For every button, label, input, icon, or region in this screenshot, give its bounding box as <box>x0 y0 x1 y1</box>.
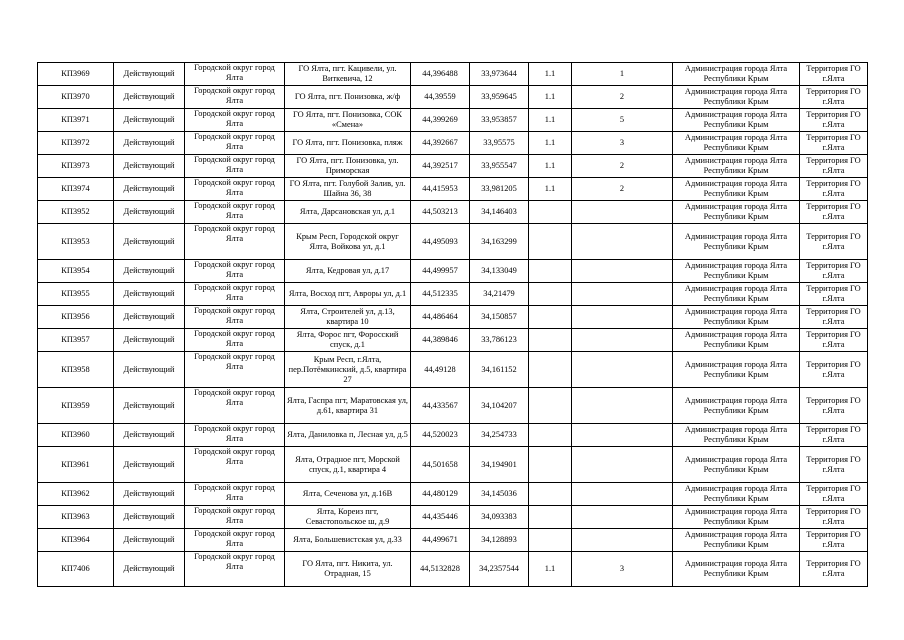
site-code-cell: КП3955 <box>38 283 114 306</box>
longitude-cell: 34,150857 <box>470 306 529 329</box>
status-cell: Действующий <box>114 86 185 109</box>
administration-cell: Администрация города Ялта Республики Крым <box>673 132 800 155</box>
status-cell: Действующий <box>114 506 185 529</box>
address-cell: Ялта, Дарсановская ул, д.1 <box>285 201 411 224</box>
organization-cell: Городской округ город Ялта <box>185 388 285 424</box>
status-cell: Действующий <box>114 178 185 201</box>
longitude-cell: 34,21479 <box>470 283 529 306</box>
category-cell <box>529 506 572 529</box>
territory-cell: Территория ГО г.Ялта <box>800 529 868 552</box>
administration-cell: Администрация города Ялта Республики Крым <box>673 424 800 447</box>
address-cell: Ялта, Строителей ул, д.13, квартира 10 <box>285 306 411 329</box>
site-code-cell: КП3956 <box>38 306 114 329</box>
container-count-cell <box>572 388 673 424</box>
site-code-cell: КП3959 <box>38 388 114 424</box>
registry-table <box>37 62 868 587</box>
site-code-cell: КП3971 <box>38 109 114 132</box>
administration-cell: Администрация города Ялта Республики Крым <box>673 483 800 506</box>
table-row <box>38 63 868 86</box>
container-count-cell <box>572 283 673 306</box>
address-cell: ГО Ялта, пгт. Голубой Залив, ул. Шайна 36, 38 <box>285 178 411 201</box>
latitude-cell: 44,392667 <box>411 132 470 155</box>
table-body <box>38 63 868 587</box>
category-cell: 1.1 <box>529 552 572 587</box>
address-cell: ГО Ялта, пгт. Никита, ул. Отрадная, 15 <box>285 552 411 587</box>
status-cell: Действующий <box>114 155 185 178</box>
territory-cell: Территория ГО г.Ялта <box>800 506 868 529</box>
territory-cell: Территория ГО г.Ялта <box>800 201 868 224</box>
table-row <box>38 329 868 352</box>
territory-cell: Территория ГО г.Ялта <box>800 447 868 483</box>
address-cell: Ялта, Большевистская ул, д.33 <box>285 529 411 552</box>
longitude-cell: 34,254733 <box>470 424 529 447</box>
table-row <box>38 283 868 306</box>
latitude-cell: 44,396488 <box>411 63 470 86</box>
latitude-cell: 44,49128 <box>411 352 470 388</box>
table-row <box>38 483 868 506</box>
latitude-cell: 44,433567 <box>411 388 470 424</box>
territory-cell: Территория ГО г.Ялта <box>800 224 868 260</box>
organization-cell: Городской округ город Ялта <box>185 529 285 552</box>
category-cell: 1.1 <box>529 132 572 155</box>
longitude-cell: 33,959645 <box>470 86 529 109</box>
table-row <box>38 388 868 424</box>
organization-cell: Городской округ город Ялта <box>185 86 285 109</box>
site-code-cell: КП3970 <box>38 86 114 109</box>
longitude-cell: 34,093383 <box>470 506 529 529</box>
container-count-cell <box>572 306 673 329</box>
site-code-cell: КП3962 <box>38 483 114 506</box>
latitude-cell: 44,389846 <box>411 329 470 352</box>
status-cell: Действующий <box>114 201 185 224</box>
administration-cell: Администрация города Ялта Республики Крым <box>673 283 800 306</box>
administration-cell: Администрация города Ялта Республики Крым <box>673 155 800 178</box>
site-code-cell: КП7406 <box>38 552 114 587</box>
table-row <box>38 306 868 329</box>
territory-cell: Территория ГО г.Ялта <box>800 352 868 388</box>
territory-cell: Территория ГО г.Ялта <box>800 178 868 201</box>
container-count-cell <box>572 506 673 529</box>
territory-cell: Территория ГО г.Ялта <box>800 424 868 447</box>
address-cell: Ялта, Кедровая ул, д.17 <box>285 260 411 283</box>
category-cell <box>529 483 572 506</box>
site-code-cell: КП3960 <box>38 424 114 447</box>
latitude-cell: 44,392517 <box>411 155 470 178</box>
container-count-cell <box>572 329 673 352</box>
status-cell: Действующий <box>114 329 185 352</box>
address-cell: ГО Ялта, пгт. Кацивели, ул. Виткевича, 12 <box>285 63 411 86</box>
category-cell: 1.1 <box>529 155 572 178</box>
latitude-cell: 44,499957 <box>411 260 470 283</box>
status-cell: Действующий <box>114 529 185 552</box>
container-count-cell: 5 <box>572 109 673 132</box>
table-row <box>38 109 868 132</box>
category-cell <box>529 352 572 388</box>
latitude-cell: 44,5132828 <box>411 552 470 587</box>
site-code-cell: КП3963 <box>38 506 114 529</box>
category-cell <box>529 529 572 552</box>
longitude-cell: 34,133049 <box>470 260 529 283</box>
administration-cell: Администрация города Ялта Республики Крым <box>673 178 800 201</box>
latitude-cell: 44,520023 <box>411 424 470 447</box>
container-count-cell <box>572 483 673 506</box>
latitude-cell: 44,415953 <box>411 178 470 201</box>
table-row <box>38 178 868 201</box>
table-row <box>38 529 868 552</box>
table-row <box>38 552 868 587</box>
address-cell: ГО Ялта, пгт. Понизовка, СОК «Смена» <box>285 109 411 132</box>
organization-cell: Городской округ город Ялта <box>185 552 285 587</box>
administration-cell: Администрация города Ялта Республики Крым <box>673 109 800 132</box>
table-row <box>38 352 868 388</box>
site-code-cell: КП3973 <box>38 155 114 178</box>
address-cell: ГО Ялта, пгт. Понизовка, ул. Приморская <box>285 155 411 178</box>
container-count-cell <box>572 352 673 388</box>
address-cell: Ялта, Гаспра пгт, Маратовская ул, д.61, квартира 31 <box>285 388 411 424</box>
address-cell: Крым Респ, г.Ялта, пер.Потёмкинский, д.5, квартира 27 <box>285 352 411 388</box>
longitude-cell: 33,953857 <box>470 109 529 132</box>
latitude-cell: 44,399269 <box>411 109 470 132</box>
site-code-cell: КП3958 <box>38 352 114 388</box>
status-cell: Действующий <box>114 283 185 306</box>
territory-cell: Территория ГО г.Ялта <box>800 306 868 329</box>
category-cell <box>529 201 572 224</box>
table-row <box>38 132 868 155</box>
category-cell <box>529 224 572 260</box>
container-count-cell <box>572 529 673 552</box>
container-count-cell <box>572 224 673 260</box>
address-cell: ГО Ялта, пгт. Понизовка, пляж <box>285 132 411 155</box>
category-cell <box>529 306 572 329</box>
administration-cell: Администрация города Ялта Республики Крым <box>673 86 800 109</box>
status-cell: Действующий <box>114 388 185 424</box>
longitude-cell: 33,955547 <box>470 155 529 178</box>
container-count-cell <box>572 260 673 283</box>
administration-cell: Администрация города Ялта Республики Крым <box>673 224 800 260</box>
table-row <box>38 447 868 483</box>
organization-cell: Городской округ город Ялта <box>185 224 285 260</box>
administration-cell: Администрация города Ялта Республики Крым <box>673 306 800 329</box>
category-cell <box>529 283 572 306</box>
organization-cell: Городской округ город Ялта <box>185 506 285 529</box>
latitude-cell: 44,39559 <box>411 86 470 109</box>
territory-cell: Территория ГО г.Ялта <box>800 329 868 352</box>
address-cell: Ялта, Форос пгт, Форосский спуск, д.1 <box>285 329 411 352</box>
address-cell: ГО Ялта, пгт. Понизовка, ж/ф <box>285 86 411 109</box>
latitude-cell: 44,480129 <box>411 483 470 506</box>
status-cell: Действующий <box>114 132 185 155</box>
administration-cell: Администрация города Ялта Республики Крым <box>673 201 800 224</box>
category-cell <box>529 388 572 424</box>
container-count-cell: 3 <box>572 552 673 587</box>
category-cell <box>529 329 572 352</box>
category-cell <box>529 260 572 283</box>
container-count-cell <box>572 201 673 224</box>
container-count-cell: 1 <box>572 63 673 86</box>
territory-cell: Территория ГО г.Ялта <box>800 283 868 306</box>
territory-cell: Территория ГО г.Ялта <box>800 63 868 86</box>
territory-cell: Территория ГО г.Ялта <box>800 388 868 424</box>
organization-cell: Городской округ город Ялта <box>185 483 285 506</box>
container-count-cell <box>572 424 673 447</box>
longitude-cell: 33,981205 <box>470 178 529 201</box>
site-code-cell: КП3972 <box>38 132 114 155</box>
territory-cell: Территория ГО г.Ялта <box>800 132 868 155</box>
site-code-cell: КП3974 <box>38 178 114 201</box>
container-count-cell: 2 <box>572 155 673 178</box>
table-row <box>38 260 868 283</box>
address-cell: Ялта, Даниловка п, Лесная ул, д.5 <box>285 424 411 447</box>
administration-cell: Администрация города Ялта Республики Крым <box>673 552 800 587</box>
latitude-cell: 44,486464 <box>411 306 470 329</box>
latitude-cell: 44,512335 <box>411 283 470 306</box>
latitude-cell: 44,435446 <box>411 506 470 529</box>
administration-cell: Администрация города Ялта Республики Крым <box>673 506 800 529</box>
table-row <box>38 201 868 224</box>
status-cell: Действующий <box>114 424 185 447</box>
address-cell: Ялта, Восход пгт, Авроры ул, д.1 <box>285 283 411 306</box>
organization-cell: Городской округ город Ялта <box>185 109 285 132</box>
category-cell: 1.1 <box>529 63 572 86</box>
status-cell: Действующий <box>114 260 185 283</box>
table-row <box>38 86 868 109</box>
table-row <box>38 224 868 260</box>
latitude-cell: 44,503213 <box>411 201 470 224</box>
latitude-cell: 44,499671 <box>411 529 470 552</box>
administration-cell: Администрация города Ялта Республики Крым <box>673 388 800 424</box>
category-cell <box>529 424 572 447</box>
container-count-cell: 2 <box>572 86 673 109</box>
administration-cell: Администрация города Ялта Республики Крым <box>673 529 800 552</box>
organization-cell: Городской округ город Ялта <box>185 155 285 178</box>
status-cell: Действующий <box>114 306 185 329</box>
site-code-cell: КП3961 <box>38 447 114 483</box>
address-cell: Ялта, Отрадное пгт, Морской спуск, д.1, квартира 4 <box>285 447 411 483</box>
table-row <box>38 506 868 529</box>
longitude-cell: 33,95575 <box>470 132 529 155</box>
site-code-cell: КП3954 <box>38 260 114 283</box>
longitude-cell: 34,2357544 <box>470 552 529 587</box>
table-row <box>38 424 868 447</box>
status-cell: Действующий <box>114 224 185 260</box>
status-cell: Действующий <box>114 483 185 506</box>
territory-cell: Территория ГО г.Ялта <box>800 260 868 283</box>
longitude-cell: 33,973644 <box>470 63 529 86</box>
container-count-cell <box>572 447 673 483</box>
status-cell: Действующий <box>114 109 185 132</box>
organization-cell: Городской округ город Ялта <box>185 178 285 201</box>
longitude-cell: 34,104207 <box>470 388 529 424</box>
category-cell <box>529 447 572 483</box>
longitude-cell: 33,786123 <box>470 329 529 352</box>
container-count-cell: 3 <box>572 132 673 155</box>
longitude-cell: 34,163299 <box>470 224 529 260</box>
organization-cell: Городской округ город Ялта <box>185 201 285 224</box>
administration-cell: Администрация города Ялта Республики Крым <box>673 329 800 352</box>
latitude-cell: 44,495093 <box>411 224 470 260</box>
category-cell: 1.1 <box>529 86 572 109</box>
longitude-cell: 34,194901 <box>470 447 529 483</box>
status-cell: Действующий <box>114 63 185 86</box>
longitude-cell: 34,128893 <box>470 529 529 552</box>
longitude-cell: 34,146403 <box>470 201 529 224</box>
organization-cell: Городской округ город Ялта <box>185 306 285 329</box>
territory-cell: Территория ГО г.Ялта <box>800 483 868 506</box>
longitude-cell: 34,161152 <box>470 352 529 388</box>
organization-cell: Городской округ город Ялта <box>185 260 285 283</box>
territory-cell: Территория ГО г.Ялта <box>800 109 868 132</box>
container-count-cell: 2 <box>572 178 673 201</box>
organization-cell: Городской округ город Ялта <box>185 283 285 306</box>
category-cell: 1.1 <box>529 178 572 201</box>
organization-cell: Городской округ город Ялта <box>185 447 285 483</box>
territory-cell: Территория ГО г.Ялта <box>800 552 868 587</box>
territory-cell: Территория ГО г.Ялта <box>800 155 868 178</box>
address-cell: Крым Респ, Городской округ Ялта, Войкова ул, д.1 <box>285 224 411 260</box>
latitude-cell: 44,501658 <box>411 447 470 483</box>
site-code-cell: КП3952 <box>38 201 114 224</box>
territory-cell: Территория ГО г.Ялта <box>800 86 868 109</box>
site-code-cell: КП3964 <box>38 529 114 552</box>
administration-cell: Администрация города Ялта Республики Крым <box>673 447 800 483</box>
status-cell: Действующий <box>114 447 185 483</box>
site-code-cell: КП3969 <box>38 63 114 86</box>
address-cell: Ялта, Кореиз пгт, Севастопольское ш, д.9 <box>285 506 411 529</box>
status-cell: Действующий <box>114 552 185 587</box>
table-row <box>38 155 868 178</box>
administration-cell: Администрация города Ялта Республики Крым <box>673 63 800 86</box>
site-code-cell: КП3957 <box>38 329 114 352</box>
organization-cell: Городской округ город Ялта <box>185 63 285 86</box>
status-cell: Действующий <box>114 352 185 388</box>
administration-cell: Администрация города Ялта Республики Крым <box>673 352 800 388</box>
organization-cell: Городской округ город Ялта <box>185 424 285 447</box>
site-code-cell: КП3953 <box>38 224 114 260</box>
address-cell: Ялта, Сеченова ул, д.16В <box>285 483 411 506</box>
organization-cell: Городской округ город Ялта <box>185 352 285 388</box>
longitude-cell: 34,145036 <box>470 483 529 506</box>
category-cell: 1.1 <box>529 109 572 132</box>
organization-cell: Городской округ город Ялта <box>185 329 285 352</box>
organization-cell: Городской округ город Ялта <box>185 132 285 155</box>
administration-cell: Администрация города Ялта Республики Крым <box>673 260 800 283</box>
